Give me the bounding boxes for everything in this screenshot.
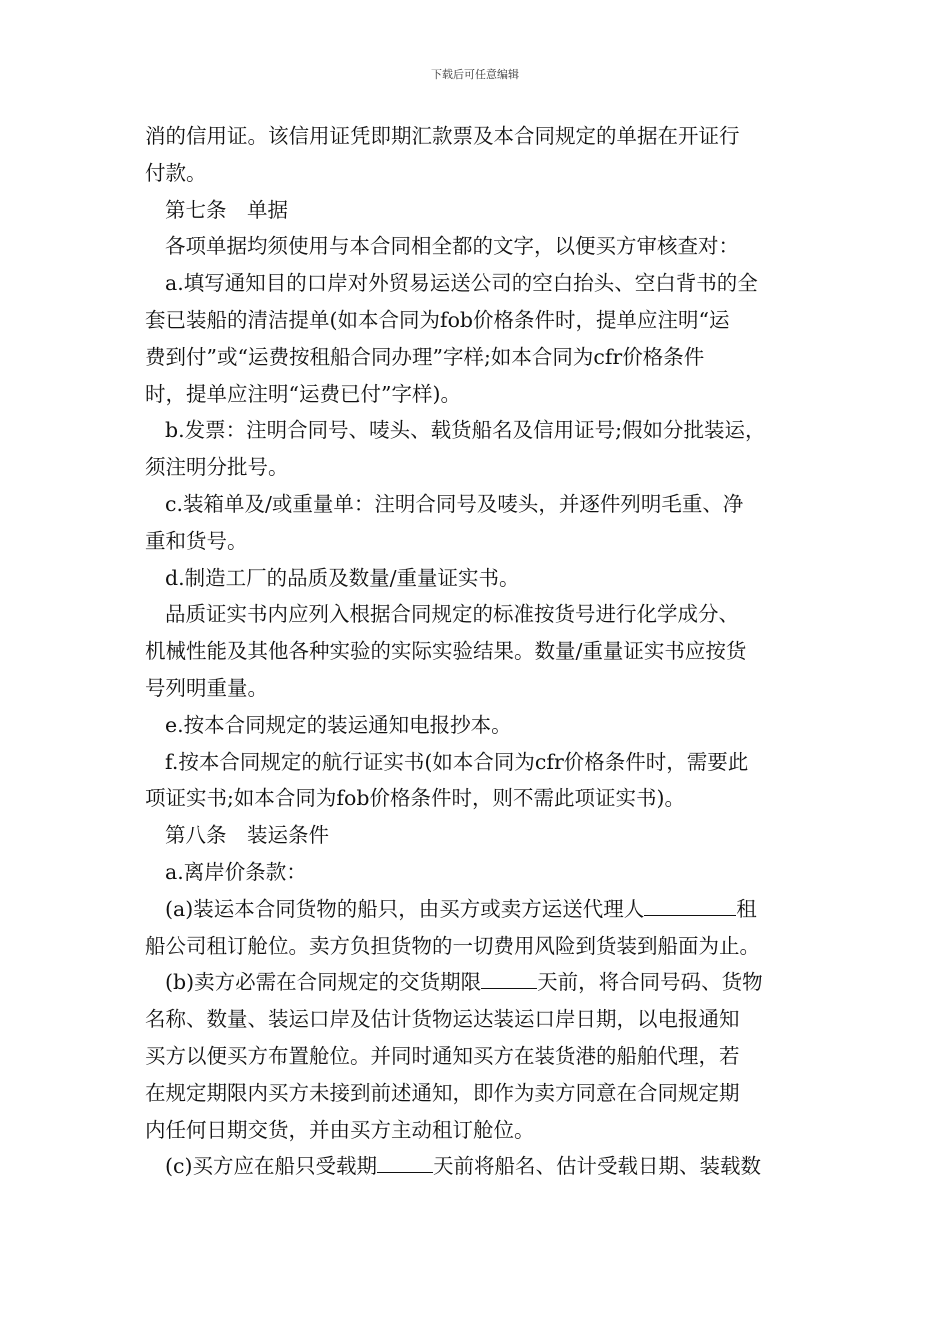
paragraph-line: 付款。 xyxy=(145,160,207,185)
fill-in-blank xyxy=(644,893,736,916)
list-item: a.离岸价条款： xyxy=(165,859,307,884)
fill-in-blank xyxy=(481,966,537,989)
paragraph-line: 消的信用证。该信用证凭即期汇款票及本合同规定的单据在开证行 xyxy=(145,124,740,148)
paragraph-line: 项证实书;如本合同为fob价格条件时，则不需此项证实书)。 xyxy=(145,786,685,811)
list-item: f.按本合同规定的航行证实书(如本合同为cfr价格条件时，需要此 xyxy=(165,749,749,774)
list-item: c.装箱单及/或重量单：注明合同号及唛头，并逐件列明毛重、净 xyxy=(165,491,744,516)
paragraph-line: 各项单据均须使用与本合同相全都的文字，以便买方审核查对： xyxy=(165,234,739,259)
section-heading: 第八条 装运条件 xyxy=(165,823,329,848)
page-header: 下载后可任意编辑 xyxy=(431,68,519,81)
document-body xyxy=(145,118,817,1185)
clause-text: 租 xyxy=(736,896,757,921)
list-item: e.按本合同规定的装运通知电报抄本。 xyxy=(165,712,512,737)
clause-text: (c)买方应在船只受载期 xyxy=(165,1154,377,1179)
paragraph-line: 重和货号。 xyxy=(145,528,248,553)
clause-text: 天前，将合同号码、货物 xyxy=(537,970,763,995)
list-item: b.发票：注明合同号、唛头、载货船名及信用证号;假如分批装运， xyxy=(165,418,766,443)
paragraph-line xyxy=(145,964,817,1001)
paragraph-line: 号列明重量。 xyxy=(145,675,268,700)
paragraph-line: 船公司租订舱位。卖方负担货物的一切费用风险到货装到船面为止。 xyxy=(145,933,760,958)
list-item: a.填写通知目的口岸对外贸易运送公司的空白抬头、空白背书的全 xyxy=(165,271,758,296)
clause-text: (a)装运本合同货物的船只，由买方或卖方运送代理人 xyxy=(165,896,645,921)
paragraph-line: 买方以便买方布置舱位。并同时通知买方在装货港的船舶代理，若 xyxy=(145,1043,740,1068)
clause-text: (b)卖方必需在合同规定的交货期限 xyxy=(165,970,482,995)
paragraph-line: 在规定期限内买方未接到前述通知，即作为卖方同意在合同规定期 xyxy=(145,1080,740,1105)
paragraph-line: 品质证实书内应列入根据合同规定的标准按货号进行化学成分、 xyxy=(165,602,739,627)
fill-in-blank xyxy=(377,1150,433,1173)
paragraph-line: 内任何日期交货，并由买方主动租订舱位。 xyxy=(145,1117,535,1142)
section-heading: 第七条 单据 xyxy=(165,197,288,222)
paragraph-line: 时，提单应注明“运费已付”字样)。 xyxy=(145,381,461,406)
paragraph-line: 须注明分批号。 xyxy=(145,455,289,480)
paragraph-line: 名称、数量、装运口岸及估计货物运达装运口岸日期，以电报通知 xyxy=(145,1007,740,1032)
paragraph-line: 费到付”或“运费按租船合同办理”字样;如本合同为cfr价格条件 xyxy=(145,344,705,369)
paragraph-line xyxy=(145,1148,817,1185)
paragraph-line: 机械性能及其他各种实验的实际实验结果。数量/重量证实书应按货 xyxy=(145,639,747,664)
paragraph-line xyxy=(145,891,817,928)
list-item: d.制造工厂的品质及数量/重量证实书。 xyxy=(165,565,520,590)
paragraph-line: 套已装船的清洁提单(如本合同为fob价格条件时，提单应注明“运 xyxy=(145,307,730,332)
clause-text: 天前将船名、估计受载日期、装载数 xyxy=(432,1154,761,1179)
